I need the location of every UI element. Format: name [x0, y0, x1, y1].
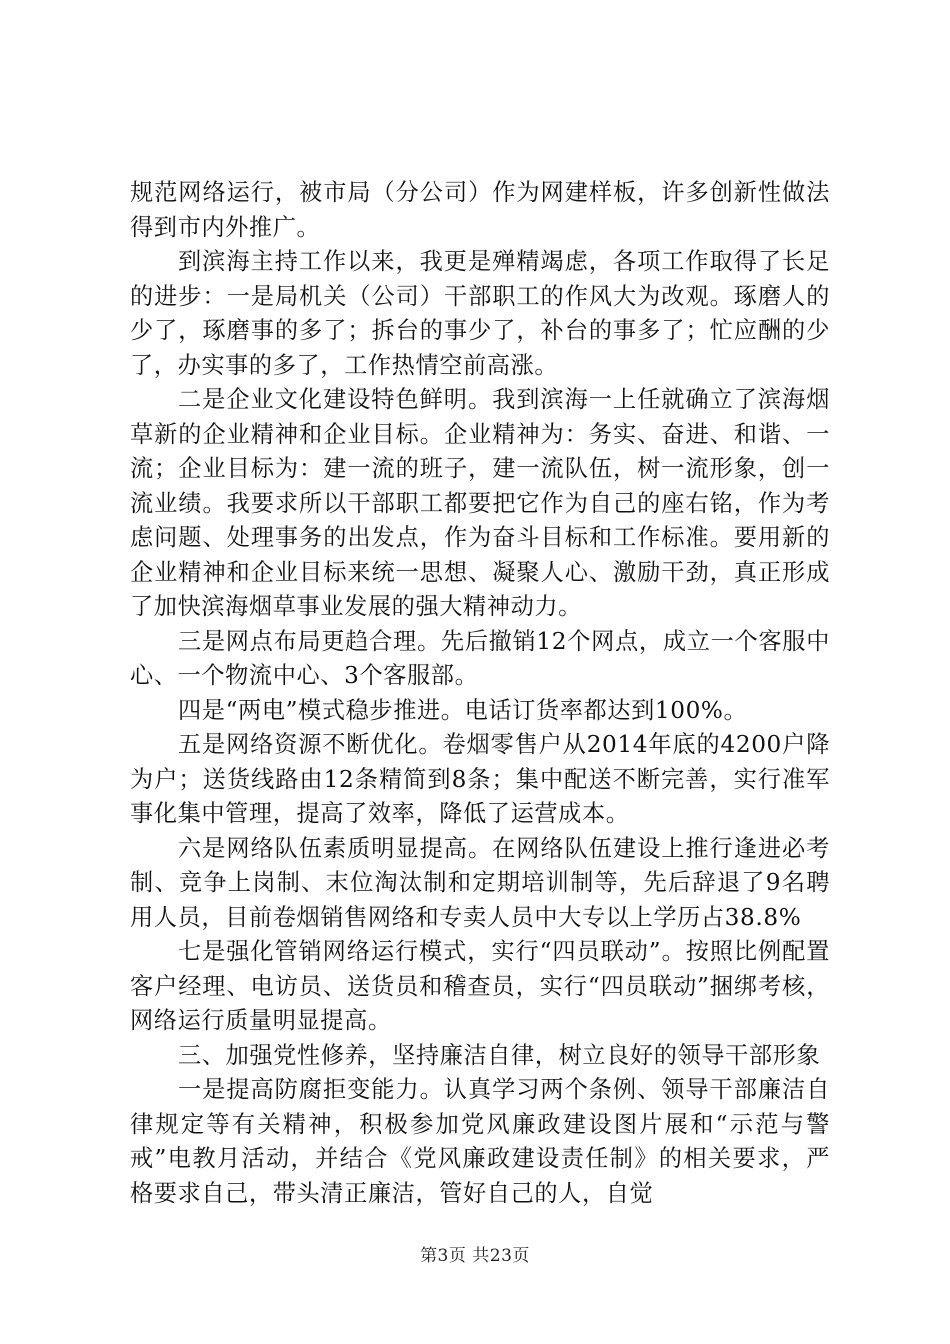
document-body [130, 176, 830, 1211]
paragraph-5: 四是“两电”模式稳步推进。电话订货率都达到100%。 [178, 696, 748, 724]
paragraph-2: 到滨海主持工作以来，我更是殚精竭虑，各项工作取得了长足的进步：一是局机关（公司）干部职工的作风大为改观。琢磨人的少了，琢磨事的多了；拆台的事少了，补台的事多了；忙应酬的少了，办实事的多了，工作热情空前高涨。 [130, 248, 830, 379]
paragraph-1: 规范网络运行，被市局（分公司）作为网建样板，许多创新性做法得到市内外推广。 [130, 179, 830, 241]
paragraph-8: 七是强化管销网络运行模式，实行“四员联动”。按照比例配置客户经理、电访员、送货员和稽查员，实行“四员联动”捆绑考核，网络运行质量明显提高。 [130, 938, 830, 1034]
paragraph-6: 五是网络资源不断优化。卷烟零售户从2014年底的4200户降为户；送货线路由12条精简到8条；集中配送不断完善，实行准军事化集中管理，提高了效率，降低了运营成本。 [130, 731, 830, 827]
section-heading-3: 三、加强党性修养，坚持廉洁自律，树立良好的领导干部形象 [178, 1041, 821, 1069]
paragraph-7: 六是网络队伍素质明显提高。在网络队伍建设上推行逢进必考制、竞争上岗制、末位淘汰制和定期培训制等，先后辞退了9名聘用人员，目前卷烟销售网络和专卖人员中大专以上学历占38.8% [130, 834, 830, 931]
page-footer: 第3页 共23页 [420, 1246, 530, 1266]
paragraph-4: 三是网点布局更趋合理。先后撤销12个网点，成立一个客服中心、一个物流中心、3个客服部。 [130, 627, 830, 689]
paragraph-3: 二是企业文化建设特色鲜明。我到滨海一上任就确立了滨海烟草新的企业精神和企业目标。企业精神为：务实、奋进、和谐、一流；企业目标为：建一流的班子，建一流队伍，树一流形象，创一流业绩。我要求所以干部职工都要把它作为自己的座右铭，作为考虑问题、处理事务的出发点，作为奋斗目标和工作标准。要用新的企业精神和企业目标来统一思想、凝聚人心、激励干劲，真正形成了加快滨海烟草事业发展的强大精神动力。 [130, 386, 830, 620]
paragraph-10: 一是提高防腐拒变能力。认真学习两个条例、领导干部廉洁自律规定等有关精神，积极参加党风廉政建设图片展和“示范与警戒”电教月活动，并结合《党风廉政建设责任制》的相关要求，严格要求自己，带头清正廉洁，管好自己的人，自觉 [130, 1076, 830, 1207]
